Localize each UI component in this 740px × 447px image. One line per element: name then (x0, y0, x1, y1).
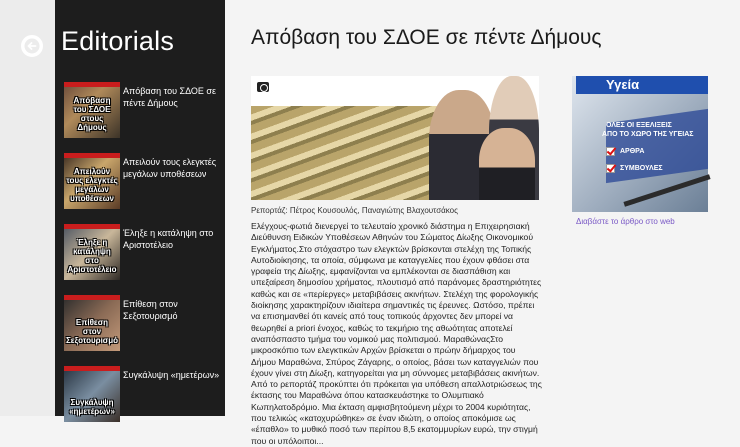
health-ad-banner[interactable] (572, 76, 708, 212)
hero-person (479, 128, 535, 200)
list-item-label: Απόβαση του ΣΔΟΕ σε πέντε Δήμους (123, 86, 216, 108)
editorials-list (64, 82, 224, 437)
sidebar-title: Editorials (61, 26, 175, 56)
editorials-sidebar (55, 0, 225, 416)
thumbnail-brand-bar (64, 295, 120, 300)
ad-line: ΣΥΜΒΟΥΛΕΣ (620, 165, 663, 172)
hero-money-stacks (251, 106, 451, 200)
article-thumbnail (64, 366, 120, 422)
thumbnail-caption: Συγκάλυψη «ημετέρων» (69, 398, 115, 416)
thumbnail-brand-bar (64, 224, 120, 229)
read-on-web-link[interactable]: Διαβάστε το άρθρο στο web (576, 217, 675, 226)
list-item[interactable] (64, 82, 224, 153)
back-button[interactable] (21, 35, 43, 57)
article-thumbnail (64, 295, 120, 351)
checkbox-icon (606, 147, 615, 156)
ad-line: ΟΛΕΣ ΟΙ ΕΞΕΛΙΞΕΙΣ (606, 122, 672, 129)
article-thumbnail (64, 153, 120, 209)
back-arrow-icon (24, 38, 40, 54)
list-item[interactable] (64, 295, 224, 366)
article-thumbnail (64, 224, 120, 280)
list-item-label: Απειλούν τους ελεγκτές μεγάλων υποθέσεων (123, 157, 217, 179)
list-item-label: Συγκάλυψη «ημετέρων» (123, 370, 220, 380)
list-item-label: Επίθεση στον Σεξοτουρισμό (123, 299, 178, 321)
thumbnail-brand-bar (64, 153, 120, 158)
ad-line: ΑΠΟ ΤΟ ΧΩΡΟ ΤΗΣ ΥΓΕΙΑΣ (602, 131, 694, 138)
list-item[interactable] (64, 224, 224, 295)
camera-icon (257, 82, 269, 92)
list-item[interactable] (64, 153, 224, 224)
thumbnail-caption: Απειλούν τους ελεγκτές μεγάλων υποθέσεων (66, 167, 118, 203)
thumbnail-brand-bar (64, 82, 120, 87)
list-item[interactable] (64, 366, 224, 437)
article-hero-image (251, 76, 539, 200)
thumbnail-caption: Επίθεση στον Σεξοτουρισμό (66, 318, 119, 345)
left-strip (0, 0, 55, 416)
ad-line: ΑΡΘΡΑ (620, 148, 645, 155)
ad-blue-strip (606, 109, 708, 183)
list-item-label: Έληξε η κατάληψη στο Αριστοτέλειο (123, 228, 214, 250)
pen-icon (623, 174, 710, 207)
article-body: Ελέγχους-φωτιά διενεργεί το τελευταίο χρονικό διάστημα η Επιχειρησιακή Διεύθυνση Ειδικών Υποθέσεων Αθηνών του Σώματος Δίωξης Οικονομικού Εγκλήματος.Στο στόχαστρο των ελεγκτών βρίσκονται στελέχη της Τοπικής Αυτοδιοίκησης, τα οποία, σύμφωνα με καταγγελίες που έχουν φθάσει στα γραφεία της Δίωξης, εμφανίζονται να εμπλέκονται σε διασπάθιση και υπεξαίρεση δημοσίου χρήματος, πλουτισμό από παράνομες δραστηριότητες καθώς και σε «περίεργες» μεταβιβάσεις ακινήτων. Στελέχη της φορολογικής διοίκησης χαρακτηρίζουν ιδιαίτερα σημαντικές τις έρευνες. Ωστόσο, πρέπει να επισημανθεί ότι κανείς από τους τοπικούς άρχοντες δεν μπορεί να θεωρηθεί a priori ένοχος, καθώς το τεκμήριο της αθωότητας αποτελεί αναπόσπαστο τμήμα του νομικού μας πολιτισμού. ΜαραθώναςΣτο μικροσκόπιο των ελεγκτικών Αρχών βρίσκεται ο πρώην δήμαρχος του Δήμου Μαραθώνα, Σπύρος Ζάγαρης, ο οποίος, βάσει των καταγγελιών που έχουν γίνει στη Δίωξη, κατηγορείται για μη σύννομες μεταβιβάσεις ακινήτων. Από το ρεπορτάζ προκύπτει ότι πρόκειται για υπόθεση απαλλοτριώσεως της έκτασης του Μαραθώνα όπου κατασκευάστηκε το Ολυμπιακό Κωπηλατοδρόμιο. Μια έκταση αμφισβητούμενη μέχρι το 2004 κυριότητας, που τελικώς «κατοχυρώθηκε» σε έναν ιδιώτη, ο οποίος αποκόμισε ως «έπαθλο» το μυθικό ποσό των περίπου 8,5 εκατομμυρίων ευρώ, την στιγμή που οι υπόλοιποι... (251, 221, 542, 446)
article-thumbnail (64, 82, 120, 138)
ad-title: Υγεία (576, 76, 708, 94)
checkbox-icon (606, 164, 615, 173)
thumbnail-brand-bar (64, 366, 120, 371)
thumbnail-caption: Έληξε η κατάληψη στο Αριστοτέλειο (67, 238, 117, 274)
article-caption: Ρεπορτάζ: Πέτρος Κουσουλός, Παναγιώτης Βλαχουτσάκος (251, 206, 458, 215)
thumbnail-caption: Απόβαση του ΣΔΟΕ στους Δήμους (73, 96, 111, 132)
article-title: Απόβαση του ΣΔΟΕ σε πέντε Δήμους (251, 26, 602, 49)
